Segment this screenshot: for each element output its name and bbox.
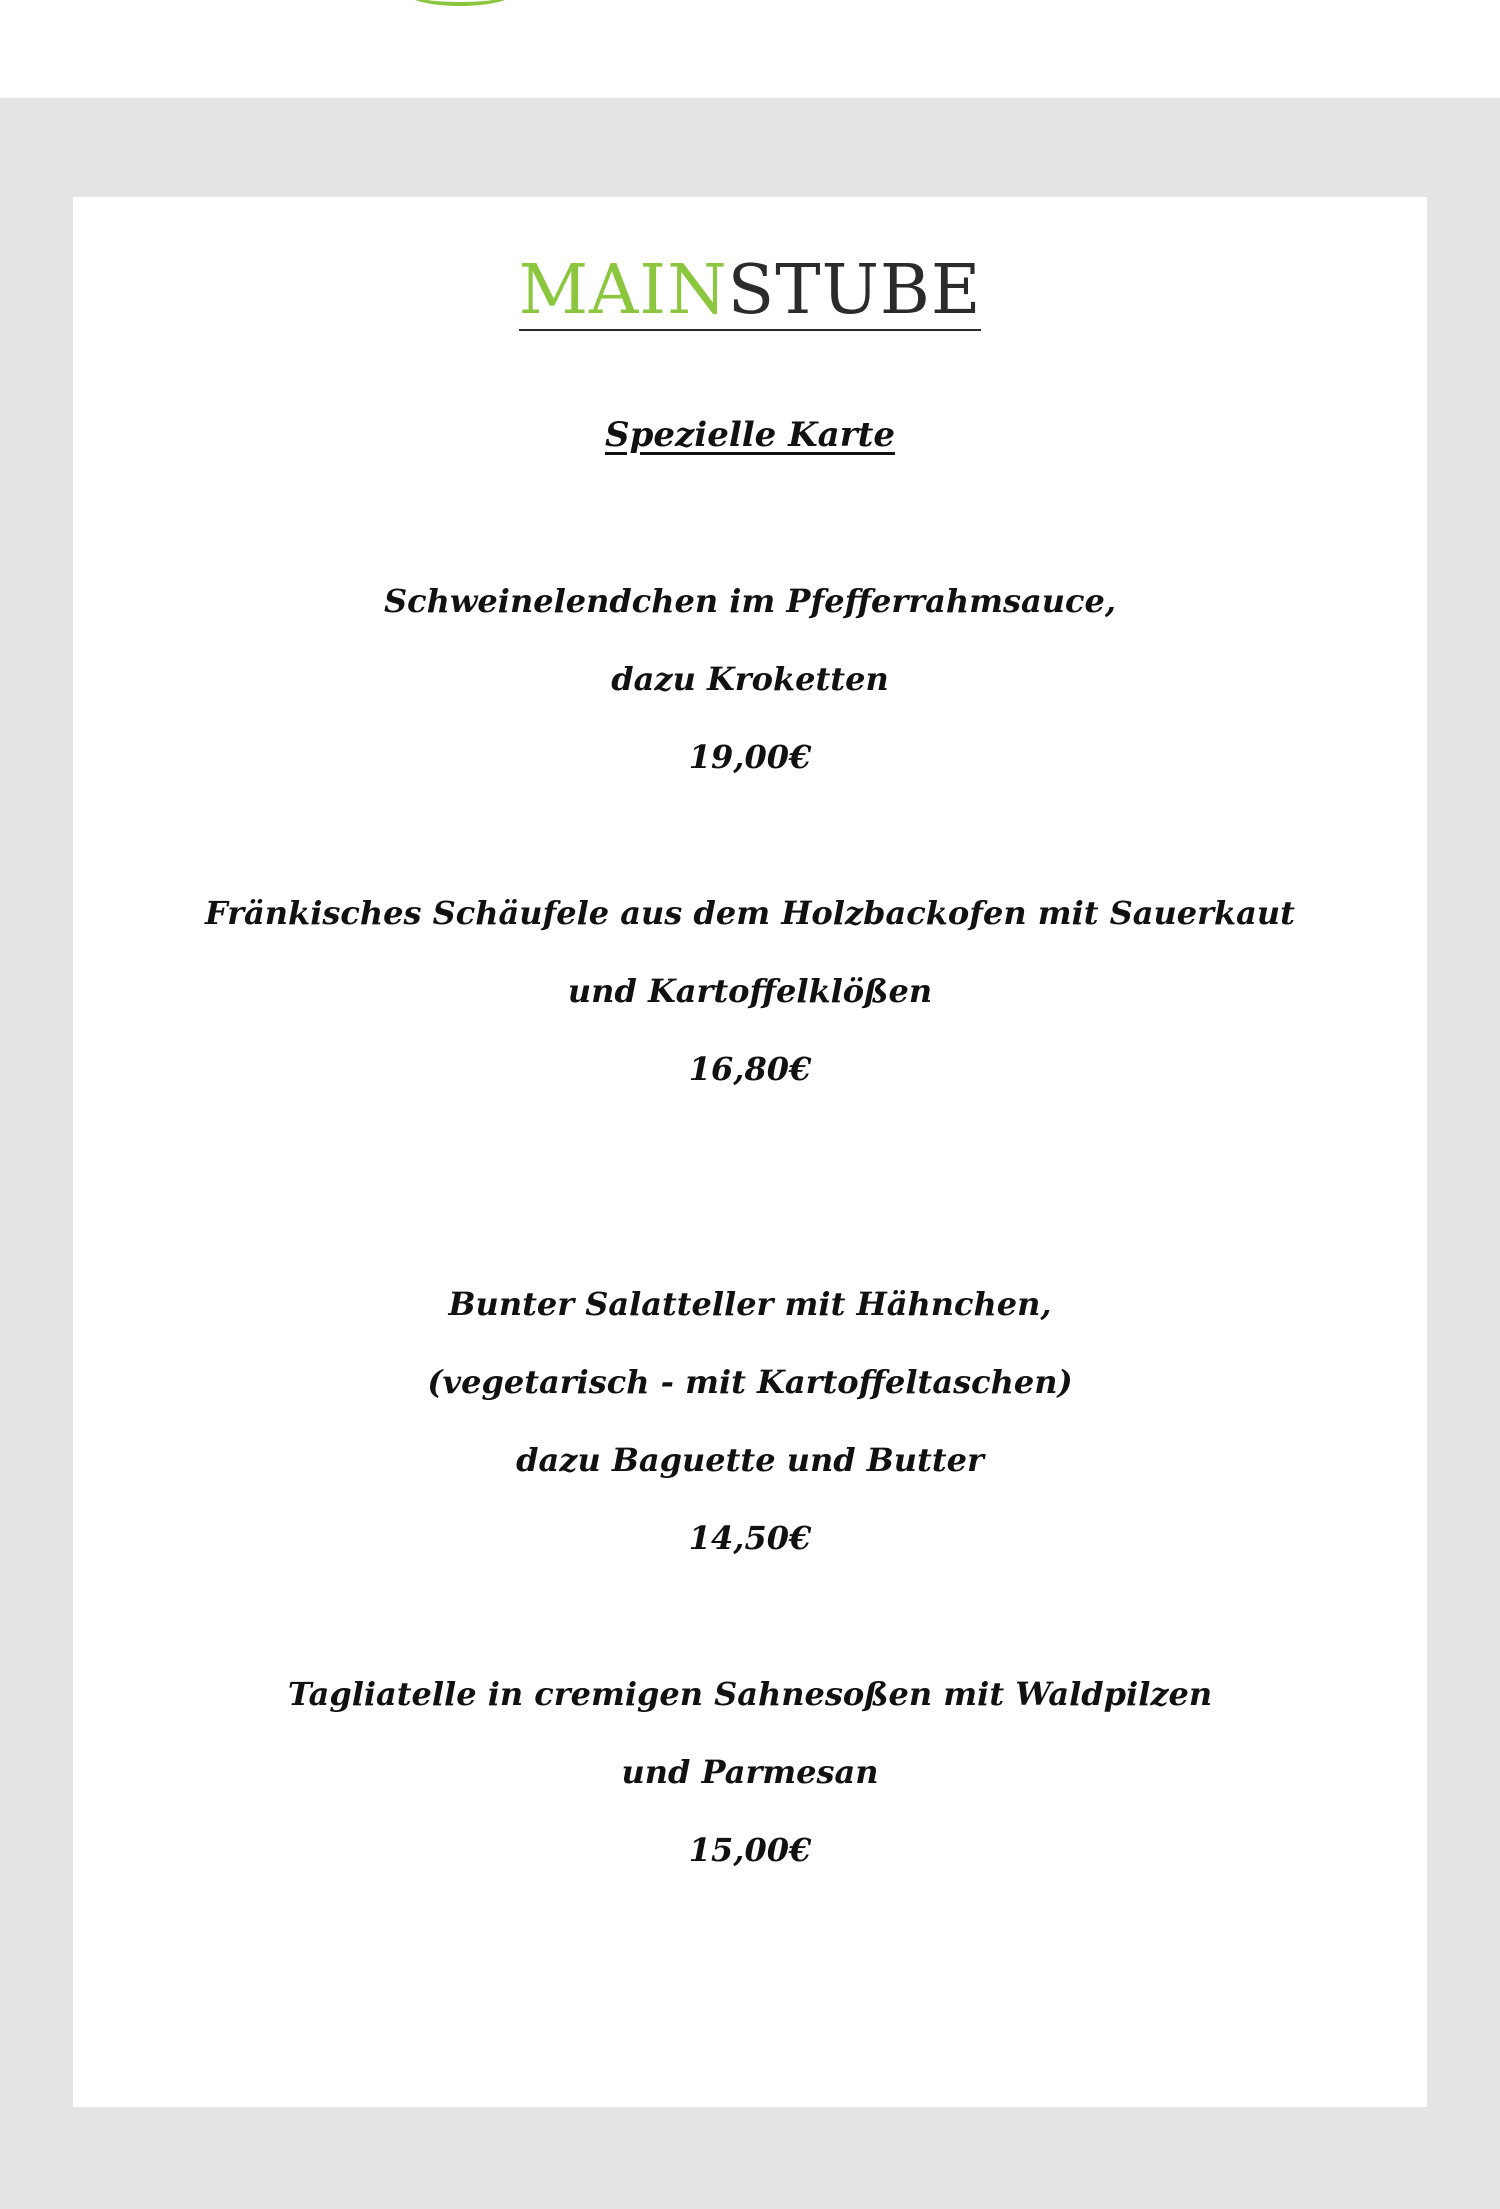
dish-description-line: Schweinelendchen im Pfefferrahmsauce,	[384, 582, 1116, 620]
menu-dish	[73, 562, 1427, 796]
dish-description-line: Tagliatelle in cremigen Sahnesoßen mit Waldpilzen	[287, 1675, 1213, 1713]
menu-dish	[73, 1655, 1427, 1889]
dish-description-line: dazu Baguette und Butter	[516, 1441, 984, 1479]
site-logo-arc[interactable]	[405, 0, 515, 6]
brand-part-main: MAIN	[518, 251, 728, 330]
dish-description-line: (vegetarisch - mit Kartoffeltaschen)	[427, 1363, 1073, 1401]
dish-price: 19,00€	[688, 738, 812, 776]
menu-dish	[73, 1265, 1427, 1577]
brand-part-stube: STUBE	[727, 251, 982, 330]
brand-logo	[73, 251, 1427, 331]
dish-description-line: Bunter Salatteller mit Hähnchen,	[448, 1285, 1052, 1323]
dish-description-line: dazu Kroketten	[611, 660, 889, 698]
menu-dish	[73, 874, 1427, 1108]
dish-price: 16,80€	[688, 1050, 812, 1088]
dish-price: 14,50€	[688, 1519, 812, 1557]
dish-description-line: und Parmesan	[621, 1753, 879, 1791]
dish-price: 15,00€	[688, 1831, 812, 1869]
dish-description-line: Fränkisches Schäufele aus dem Holzbackofen mit Sauerkaut	[205, 894, 1295, 932]
site-header	[0, 0, 1500, 98]
menu-title: Spezielle Karte	[605, 415, 895, 455]
brand-wordmark	[518, 251, 982, 331]
menu-sheet	[73, 197, 1427, 2107]
dish-description-line: und Kartoffelklößen	[567, 972, 933, 1010]
